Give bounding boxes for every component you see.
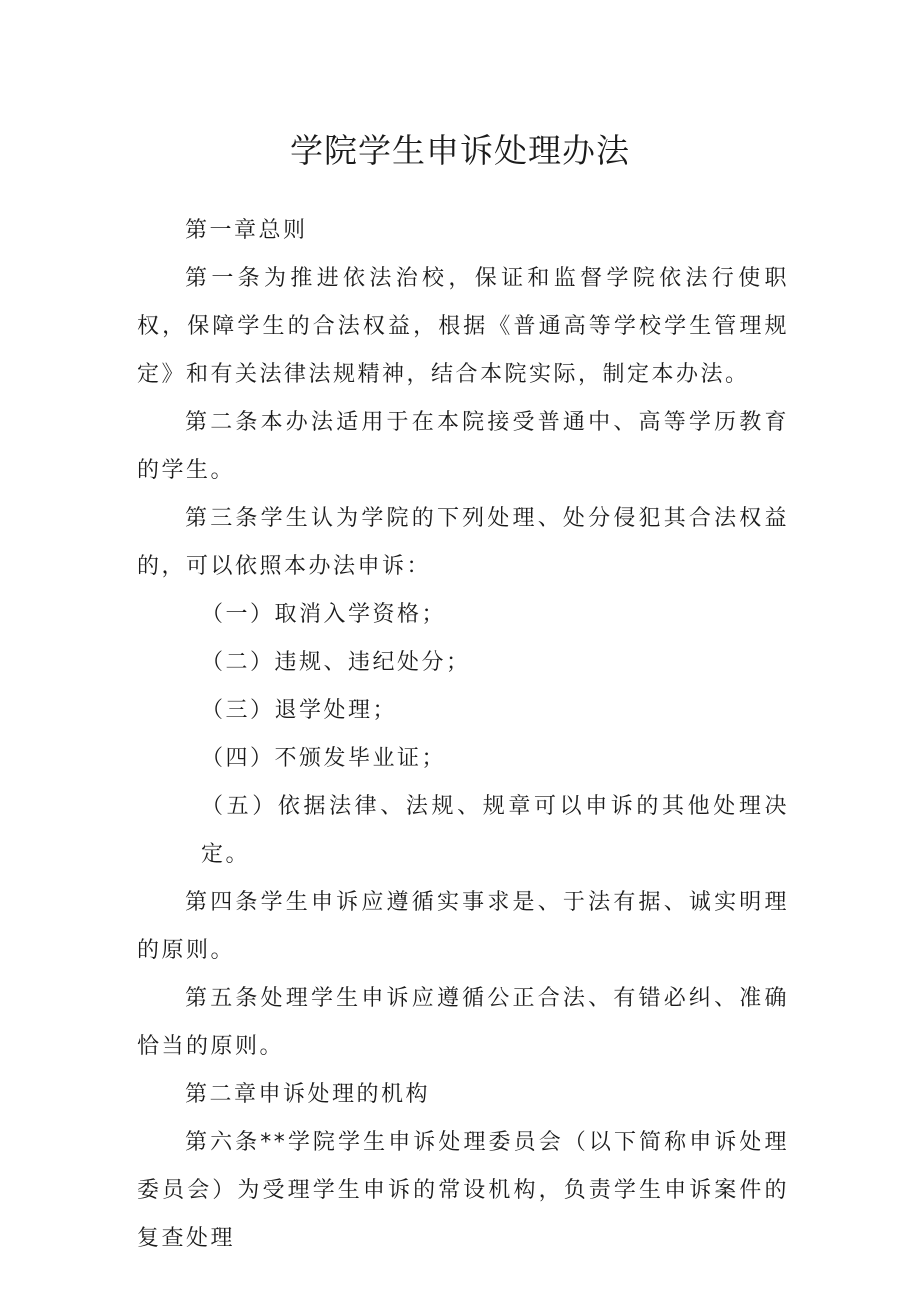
article-1: 第一条为推进依法治校，保证和监督学院依法行使职权，保障学生的合法权益，根据《普通高等学校学生管理规定》和有关法律法规精神，结合本院实际，制定本办法。	[137, 266, 789, 387]
chapter-2-heading: 第二章申诉处理的机构	[185, 1082, 431, 1107]
article-4: 第四条学生申诉应遵循实事求是、于法有据、诚实明理的原则。	[137, 890, 789, 963]
list-item: （四）不颁发毕业证；	[201, 746, 447, 771]
article-2: 第二条本办法适用于在本院接受普通中、高等学历教育的学生。	[137, 410, 789, 483]
list-item: （一）取消入学资格；	[201, 602, 447, 627]
article-3: 第三条学生认为学院的下列处理、处分侵犯其合法权益的，可以依照本办法申诉：	[137, 506, 789, 579]
article-5: 第五条处理学生申诉应遵循公正合法、有错必纠、准确恰当的原则。	[137, 986, 789, 1059]
list-item: （二）违规、违纪处分；	[201, 650, 471, 675]
document-body	[137, 207, 789, 1263]
chapter-1-heading: 第一章总则	[185, 218, 308, 243]
document-title: 学院学生申诉处理办法	[290, 131, 630, 170]
article-6: 第六条**学院学生申诉处理委员会（以下简称申诉处理委员会）为受理学生申诉的常设机构，负责学生申诉案件的复查处理	[137, 1130, 789, 1251]
list-item: （三）退学处理；	[201, 698, 398, 723]
list-item: （五）依据法律、法规、规章可以申诉的其他处理决定。	[201, 794, 789, 867]
